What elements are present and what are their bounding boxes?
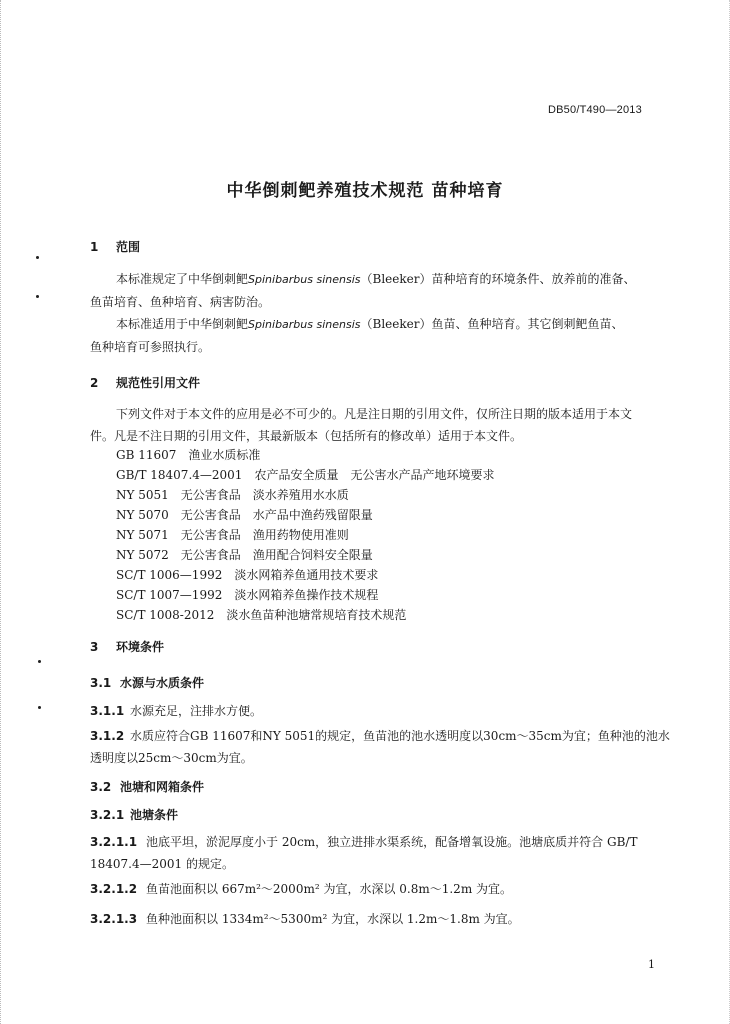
clause-number: 3.2.1.1 — [90, 835, 138, 849]
subsection-3-2-heading — [90, 778, 204, 795]
clause-text: 水源充足，注排水方便。 — [130, 704, 263, 718]
clause-3-2-1-2 — [90, 880, 512, 897]
reference-item — [116, 546, 373, 563]
reference-title: 渔业水质标准 — [188, 448, 261, 462]
reference-code: NY 5071 — [116, 528, 169, 542]
scan-left-edge — [0, 0, 3, 1024]
section-number: 3 — [90, 640, 99, 654]
text-run: （Bleeker）苗种培育的环境条件、放养前的准备、 — [360, 272, 636, 286]
reference-code: SC/T 1006—1992 — [116, 568, 223, 582]
margin-dot — [38, 660, 41, 663]
section-number: 1 — [90, 240, 99, 254]
section-number: 2 — [90, 376, 99, 390]
reference-title: 无公害食品 渔用配合饲料安全限量 — [180, 548, 373, 562]
clause-3-2-1-3 — [90, 910, 520, 927]
subsection-title: 水源与水质条件 — [120, 676, 205, 690]
text-line: 下列文件对于本文件的应用是必不可少的。凡是注日期的引用文件，仅所注日期的版本适用于本文 — [116, 407, 633, 421]
reference-title: 淡水鱼苗种池塘常规培育技术规范 — [226, 608, 407, 622]
section-3-heading — [90, 638, 164, 655]
page-number: 1 — [648, 958, 655, 971]
text-run: 本标准适用于中华倒刺鲃 — [116, 317, 249, 331]
reference-title: 无公害食品 水产品中渔药残留限量 — [180, 508, 373, 522]
margin-dot — [36, 295, 39, 298]
reference-item — [116, 506, 373, 523]
subsection-number: 3.1 — [90, 676, 112, 690]
reference-item — [116, 586, 378, 603]
section-1-heading — [90, 238, 140, 255]
clause-3-2-1-1 — [90, 831, 680, 875]
reference-item — [116, 486, 349, 503]
text-line: 鱼苗培育、鱼种培育、病害防治。 — [90, 295, 271, 309]
margin-dot — [36, 256, 39, 259]
clause-text: 池底平坦，淤泥厚度小于 20cm，独立进排水渠系统，配备增氧设施。池塘底质并符合 GB/T — [146, 835, 638, 849]
section-title: 范围 — [116, 240, 141, 254]
clause-text: 18407.4—2001 的规定。 — [90, 857, 234, 871]
reference-code: GB 11607 — [116, 448, 177, 462]
clause-number: 3.1.2 — [90, 729, 125, 743]
clause-number: 3.2.1.2 — [90, 882, 138, 896]
reference-item — [116, 466, 494, 483]
subsection-number: 3.2.1 — [90, 808, 125, 822]
text-line: 件。凡是不注日期的引用文件，其最新版本（包括所有的修改单）适用于本文件。 — [90, 429, 523, 443]
clause-text: 鱼种池面积以 1334m²～5300m² 为宜，水深以 1.2m～1.8m 为宜。 — [146, 912, 520, 926]
section-2-intro — [90, 403, 680, 447]
reference-code: NY 5072 — [116, 548, 169, 562]
reference-title: 淡水网箱养鱼操作技术规程 — [234, 588, 379, 602]
clause-text: 鱼苗池面积以 667m²～2000m² 为宜，水深以 0.8m～1.2m 为宜。 — [146, 882, 513, 896]
clause-number: 3.1.1 — [90, 704, 125, 718]
section-title: 规范性引用文件 — [116, 376, 201, 390]
reference-code: GB/T 18407.4—2001 — [116, 468, 243, 482]
reference-code: NY 5051 — [116, 488, 169, 502]
subsection-title: 池塘条件 — [130, 808, 179, 822]
text-line: 鱼种培育可参照执行。 — [90, 340, 211, 354]
margin-dot — [38, 706, 41, 709]
reference-code: NY 5070 — [116, 508, 169, 522]
section-1-paragraph-2 — [90, 313, 670, 358]
reference-title: 无公害食品 淡水养殖用水水质 — [180, 488, 349, 502]
clause-3-1-1 — [90, 702, 262, 719]
clause-number: 3.2.1.3 — [90, 912, 138, 926]
reference-code: SC/T 1008-2012 — [116, 608, 215, 622]
subsection-number: 3.2 — [90, 780, 112, 794]
subsection-3-2-1-heading — [90, 806, 178, 823]
clause-3-1-2 — [90, 725, 680, 769]
reference-item — [116, 446, 260, 463]
reference-code: SC/T 1007—1992 — [116, 588, 223, 602]
section-2-heading — [90, 374, 200, 391]
document-title: 中华倒刺鲃养殖技术规范 苗种培育 — [226, 181, 504, 201]
latin-name: Spinibarbus sinensis — [248, 273, 361, 286]
reference-title: 淡水网箱养鱼通用技术要求 — [234, 568, 379, 582]
reference-title: 无公害食品 渔用药物使用准则 — [180, 528, 349, 542]
subsection-3-1-heading — [90, 674, 204, 691]
subsection-title: 池塘和网箱条件 — [120, 780, 205, 794]
reference-item — [116, 526, 349, 543]
reference-item — [116, 606, 406, 623]
text-run: （Bleeker）鱼苗、鱼种培育。其它倒刺鲃鱼苗、 — [360, 317, 624, 331]
reference-item — [116, 566, 378, 583]
standard-code: DB50/T490—2013 — [548, 104, 642, 116]
section-1-paragraph-1 — [90, 268, 670, 313]
latin-name: Spinibarbus sinensis — [248, 318, 361, 331]
section-title: 环境条件 — [116, 640, 165, 654]
clause-text: 透明度以25cm～30cm为宜。 — [90, 751, 253, 765]
text-run: 本标准规定了中华倒刺鲃 — [116, 272, 249, 286]
reference-title: 农产品安全质量 无公害水产品产地环境要求 — [254, 468, 495, 482]
clause-text: 水质应符合GB 11607和NY 5051的规定，鱼苗池的池水透明度以30cm～35cm为宜；鱼种池的池水 — [130, 729, 670, 743]
